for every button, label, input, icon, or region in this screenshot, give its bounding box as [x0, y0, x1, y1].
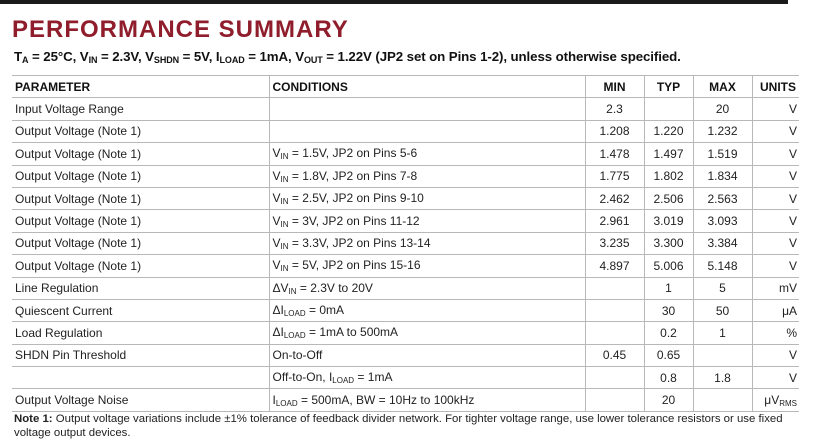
cell-parameter: Output Voltage (Note 1): [12, 210, 269, 232]
cell-min: [585, 322, 644, 344]
cell-min: [585, 299, 644, 321]
cell-parameter: Output Voltage (Note 1): [12, 143, 269, 165]
cell-conditions: $\Delta V_{IN} = 2.3V$ to 20V: [269, 277, 585, 299]
cell-typ: 3.019: [644, 210, 693, 232]
table-row: [12, 98, 799, 120]
cell-units: $\mu V_{RMS}$: [752, 389, 799, 411]
cell-min: [585, 277, 644, 299]
cell-conditions: $V_{IN} = 5V$, JP2 on Pins 15-16: [269, 255, 585, 277]
cell-typ: 0.2: [644, 322, 693, 344]
cell-units: V: [752, 143, 799, 165]
table-row: [12, 299, 799, 321]
cell-parameter: Output Voltage (Note 1): [12, 232, 269, 254]
table-row: [12, 120, 799, 142]
cell-max: [693, 344, 752, 366]
cell-conditions: $\Delta I_{LOAD} = 0mA$: [269, 299, 585, 321]
header-conditions: CONDITIONS: [269, 76, 585, 98]
cell-min: [585, 367, 644, 389]
cell-typ: 1.802: [644, 165, 693, 187]
cell-min: 2.961: [585, 210, 644, 232]
cell-conditions: $V_{IN} = 3V$, JP2 on Pins 11-12: [269, 210, 585, 232]
cell-typ: 30: [644, 299, 693, 321]
table-row: [12, 210, 799, 232]
cell-max: 50: [693, 299, 752, 321]
cell-max: 5: [693, 277, 752, 299]
cell-conditions: $V_{IN} = 2.5V$, JP2 on Pins 9-10: [269, 187, 585, 209]
table-row: [12, 322, 799, 344]
cell-parameter: SHDN Pin Threshold: [12, 344, 269, 366]
cell-parameter: Output Voltage (Note 1): [12, 255, 269, 277]
cell-min: 2.3: [585, 98, 644, 120]
cell-units: V: [752, 232, 799, 254]
table-row: [12, 344, 799, 366]
cell-max: 2.563: [693, 187, 752, 209]
cell-typ: 5.006: [644, 255, 693, 277]
table-row: [12, 232, 799, 254]
cell-units: V: [752, 187, 799, 209]
header-typ: TYP: [644, 76, 693, 98]
cell-conditions: $I_{LOAD} = 500mA$, BW = 10Hz to 100kHz: [269, 389, 585, 411]
cell-units: %: [752, 322, 799, 344]
cell-typ: 20: [644, 389, 693, 411]
table-row: [12, 367, 799, 389]
table-row: [12, 143, 799, 165]
cell-min: 3.235: [585, 232, 644, 254]
cell-units: V: [752, 367, 799, 389]
table-body: [12, 98, 799, 411]
table-row: [12, 389, 799, 411]
cell-min: 2.462: [585, 187, 644, 209]
cell-max: 3.093: [693, 210, 752, 232]
cell-typ: 1.220: [644, 120, 693, 142]
cell-typ: [644, 98, 693, 120]
header-min: MIN: [585, 76, 644, 98]
table-header-row: [12, 76, 799, 98]
cell-max: 5.148: [693, 255, 752, 277]
cell-conditions: [269, 120, 585, 142]
cell-max: 1.519: [693, 143, 752, 165]
cell-conditions: $V_{IN} = 3.3V$, JP2 on Pins 13-14: [269, 232, 585, 254]
test-conditions-subtitle: $T_A = 25^\circ C$, $V_{IN} = 2.3V$, $V_{SHDN} = 5V$, $I_{LOAD} = 1mA$, $V_{OUT} = 1.22V$ (JP2 set on Pins 1-2), unless otherwise specified.: [14, 49, 681, 65]
cell-typ: 0.8: [644, 367, 693, 389]
cell-max: 1.834: [693, 165, 752, 187]
cell-max: 3.384: [693, 232, 752, 254]
cell-conditions: On-to-Off: [269, 344, 585, 366]
cell-typ: 3.300: [644, 232, 693, 254]
cell-conditions: $V_{IN} = 1.8V$, JP2 on Pins 7-8: [269, 165, 585, 187]
cell-parameter: Output Voltage (Note 1): [12, 165, 269, 187]
table-row: [12, 165, 799, 187]
cell-max: 1.8: [693, 367, 752, 389]
cell-units: mV: [752, 277, 799, 299]
cell-parameter: Load Regulation: [12, 322, 269, 344]
footnote-label: Note 1:: [14, 413, 53, 425]
page-title: PERFORMANCE SUMMARY: [12, 16, 349, 43]
cell-parameter: Output Voltage Noise: [12, 389, 269, 411]
cell-units: V: [752, 165, 799, 187]
cell-units: μA: [752, 299, 799, 321]
footnote-text: Output voltage variations include ±1% tolerance of feedback divider network. For tighter voltage range, use lower tolerance resistors or use fixed voltage output devices.: [14, 413, 783, 439]
cell-units: V: [752, 210, 799, 232]
performance-table: [12, 75, 799, 412]
cell-parameter: Output Voltage (Note 1): [12, 187, 269, 209]
cell-parameter: Output Voltage (Note 1): [12, 120, 269, 142]
cell-min: 4.897: [585, 255, 644, 277]
cell-parameter: Input Voltage Range: [12, 98, 269, 120]
cell-conditions: Off-to-On, $I_{LOAD} = 1mA$: [269, 367, 585, 389]
cell-min: 1.775: [585, 165, 644, 187]
table-row: [12, 277, 799, 299]
cell-typ: 1: [644, 277, 693, 299]
cell-max: [693, 389, 752, 411]
cell-max: 1: [693, 322, 752, 344]
cell-min: [585, 389, 644, 411]
cell-conditions: [269, 98, 585, 120]
cell-units: V: [752, 255, 799, 277]
cell-units: V: [752, 98, 799, 120]
cell-max: 1.232: [693, 120, 752, 142]
cell-units: V: [752, 120, 799, 142]
cell-conditions: $V_{IN} = 1.5V$, JP2 on Pins 5-6: [269, 143, 585, 165]
footnote: [14, 412, 804, 440]
cell-min: 1.208: [585, 120, 644, 142]
cell-units: V: [752, 344, 799, 366]
header-parameter: PARAMETER: [12, 76, 269, 98]
cell-min: 0.45: [585, 344, 644, 366]
table-row: [12, 187, 799, 209]
cell-typ: 1.497: [644, 143, 693, 165]
cell-min: 1.478: [585, 143, 644, 165]
cell-typ: 2.506: [644, 187, 693, 209]
header-max: MAX: [693, 76, 752, 98]
cell-parameter: [12, 367, 269, 389]
top-rule: [0, 0, 788, 4]
table-row: [12, 255, 799, 277]
cell-parameter: Line Regulation: [12, 277, 269, 299]
header-units: UNITS: [752, 76, 799, 98]
cell-conditions: $\Delta I_{LOAD} = 1mA$ to 500mA: [269, 322, 585, 344]
cell-typ: 0.65: [644, 344, 693, 366]
cell-parameter: Quiescent Current: [12, 299, 269, 321]
cell-max: 20: [693, 98, 752, 120]
